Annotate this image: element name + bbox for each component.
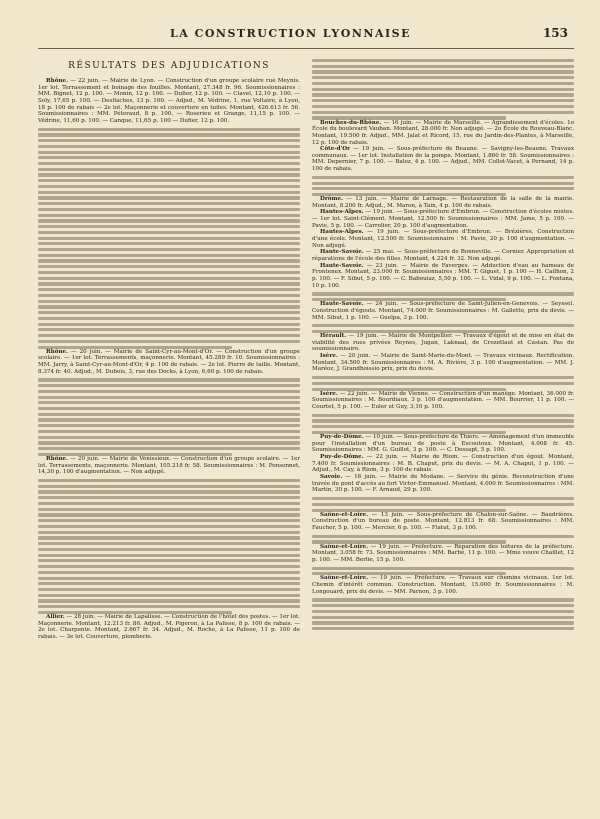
- adjudication-entry: [312, 209, 574, 229]
- continued-text-block: [312, 324, 574, 333]
- entry-text: — 23 juin. — Mairie de Faverges. — Adduction d'eau au hameau de Frontenex. Montant, 23.000 fr. Soumissionnaires : MM. T. Giguet, 1 p. 100 — H. Cailhon, 2 p. 100. — F. Sibut, 5 p. 100. — C. Babouiaz, 5,50 p. 100. — L. Vidal, 9 p. 100. — L. Fontana, 10 p. 100.: [312, 262, 574, 289]
- entry-text: — 16 juin. — Mairie de Modane. — Service du génie. Reconstruction d'une travée du pont d'accès au fort Victor-Emmanuel. Montant, 4.000 fr. Soumissionnaires : MM. Martin, 30 p. 100. — F. Arnaud, 29 p. 100.: [312, 474, 574, 494]
- continued-text-block: [312, 176, 574, 196]
- adjudication-entry: [312, 454, 574, 474]
- entry-place: Haute-Savoie.: [320, 249, 364, 256]
- continued-text-block: [312, 292, 574, 301]
- continued-text-block: [312, 376, 574, 391]
- entry-place: Haute-Savoie.: [320, 262, 364, 269]
- adjudication-entry: [312, 474, 574, 494]
- entry-text: — 20 juin. — Mairie de Vénissieux. — Construction d'un groupe scolaire. — 1er lot. Terrassements, maçonnerie. Montant, 105.218 fr. 58. Soumissionnaires : M. Ponsonnet, 14,30 p. 100 d'augmentation. — Non adjugé.: [38, 456, 300, 476]
- entry-text: — 19 juin. — Sous-préfecture de Beaune. — Savigny-les-Beaune. Travaux communaux. — 1er lot. Installation de la pompe. Montant, 1.860 fr. 58. Soumissionnaires : MM. Depernier, 7 p. 100. — Baloz, 4 p. 100. — Adjud., MM. Collot-Vacet, à Pernand, 14 p. 100 de rabais.: [312, 146, 574, 173]
- adjudication-entry: [38, 78, 300, 125]
- adjudication-entry: [312, 544, 574, 564]
- entry-text: — 19 juin. — Sous-préfecture d'Embrun. — Brézières. Construction d'une école. Montant, 12.500 fr. Soumissionnaire : M. Pavie, 20 p. 100 d'augmentation. — Non adjugé.: [312, 229, 574, 249]
- entry-place: Rhône.: [46, 456, 69, 463]
- entry-place: Haute-Savoie.: [320, 301, 364, 308]
- entry-text: — 24 juin. — Sous-préfecture de Saint-Julien-en-Genevois. — Seyssel. Construction d'égouts. Montant, 74.000 fr. Soumissionnaires : M. Galletto, prix du devis. — MM. Sibut, 1 p. 100. — Guelpa, 3 p. 100.: [312, 301, 574, 321]
- entry-place: Isère.: [320, 353, 338, 360]
- continued-text-block: [312, 414, 574, 434]
- entry-place: Hérault.: [320, 333, 347, 340]
- entry-text: — 19 juin. — Mairie de Montpellier. — Travaux d'égout et de mise en état de viabilité des rues privées Reynes, Jugan, Laknaal, de Crozetlaut et Castan. Pas de soumissionnaire.: [312, 333, 574, 353]
- entry-place: Saône-et-Loire.: [320, 543, 369, 550]
- right-column: [312, 59, 574, 819]
- continued-text-block: [312, 535, 574, 544]
- entry-place: Côte-d'Or: [320, 146, 351, 153]
- adjudication-entry: [312, 575, 574, 595]
- continued-text-block: [312, 598, 574, 630]
- adjudication-entry: [312, 146, 574, 173]
- adjudication-entry: [312, 263, 574, 290]
- entry-place: Drôme.: [320, 196, 343, 203]
- entry-text: — 22 juin. — Mairie de Vienne. — Construction d'un manège. Montant, 36.000 fr. Soumissionnaires : M. Bourdiaux, 3 p. 100 d'augmentation. — MM. Bourrier, 11 p. 100. — Courtet, 5 p. 100. — Euler et Guy, 3,10 p. 100.: [312, 390, 574, 411]
- page-header: [38, 26, 574, 49]
- entry-place: Saône-et-Loire.: [320, 575, 369, 582]
- page-number: 153: [542, 26, 568, 40]
- entry-text: — 28 juin. — Mairie de Lapalisse. — Construction de l'hôtel des postes. — 1er lot. Maçonnerie. Montant, 12.213 fr. 86. Adjud., M. Pigeron, à La Palisse, 8 p. 100 de rabais. — 2e lot. Charpente. Montant, 2.667 fr. 34. Adjud., M. Roche, à La Palisse, 11 p. 100 de rabais. — 3e lot. Couverture, plomberie.: [38, 614, 300, 641]
- entry-place: Isère.: [320, 390, 338, 397]
- entry-place: Puy-de-Dôme.: [320, 434, 364, 441]
- entry-place: Rhône.: [46, 78, 69, 84]
- adjudication-entry: [312, 434, 574, 454]
- continued-text-block: [38, 479, 300, 614]
- entry-place: Rhône.: [46, 348, 69, 355]
- entry-text: — 13 juin. — Mairie de Larnage. — Restauration de la salle de la mairie. Montant, 8.200 fr. Adjud., M. Maron, à Tain, 4 p. 100 de rabais.: [312, 196, 574, 209]
- adjudication-entry: [38, 349, 300, 376]
- adjudication-entry: [312, 333, 574, 353]
- adjudication-entry: [312, 249, 574, 262]
- entry-text: — 22 juin. — Mairie de Lyon. — Construction d'un groupe scolaire rue Meynis. 1er lot. Terrassement et boinage des fouilles. Montant, 27.348 fr. 96. Soumissionnaires : MM. Bignet, 12 p. 100. — Monin, 12 p. 100. — Dufier, 12 p. 100. — Clavel, 12,10 p. 100. — Soly, 17,65 p. 100. — Desflaches, 13 p. 100. — Adjud., M. Védrine, 1, rue Voltaire, à Lyon, 18 p. 100 de rabais — 2e lot. Maçonnerie et couverture en tuiles. Montant, 426.613 fr. 56. Soumissionnaires : MM. Péteraud, 8 p. 100. — Roserieu et Grange, 11,15 p. 100. — Védrine, 11,60 p. 100. — Canque, 11,65 p. 100 — Dufier, 12 p. 100.: [38, 78, 300, 124]
- adjudication-entry: [38, 614, 300, 641]
- section-title: RÉSULTATS DES ADJUDICATIONS: [68, 61, 270, 71]
- running-title: LA CONSTRUCTION LYONNAISE: [169, 27, 411, 40]
- entry-text: — 19 juin. — Préfecture. — Travaux sur chemins vicinaux. 1er lot. Chemin d'intérêt commun. Construction. Montant, 15.000 fr. Soumissionnaires : M. Longouard, prix du devis. — MM. Parnon, 3 p. 100.: [312, 575, 574, 595]
- entry-text: — 22 juin. — Mairie de Riom. — Construction d'un égout. Montant, 7.400 fr. Soumissionnaires : M. B. Chaput, prix du devis. — M. A. Chaput, 1 p. 100. — Adjud., M. Cay, à Riom, 3 p. 100 de rabais.: [312, 454, 574, 474]
- adjudication-entry: [312, 229, 574, 249]
- entry-place: Bouches-du-Rhône.: [320, 119, 382, 126]
- entry-text: — 13 juin. — Sous-préfecture de Chalon-sur-Saône. — Baudrières. Construction d'un bureau de poste. Montant, 12.813 fr. 68. Soumissionnaires : MM. Faucher, 5 p. 100. — Mercier, 6 p. 100. — Flatut, 3 p. 100.: [312, 511, 574, 531]
- entry-text: — 16 juin. — Mairie de Marseille. — Agrandissement d'écoles. 1o École du boulevard Vauban. Montant, 28.000 fr. Non adjugé. — 2o École du Rouveau-Blanc. Montant, 19.500 fr. Adjud., MM. Jalat et Ricord, 15, rue du Jardin-des-Plantes, à Marseille, 12 p. 100 de rabais.: [312, 119, 574, 146]
- adjudication-entry: [312, 301, 574, 321]
- entry-place: Hautes-Alpes.: [320, 229, 364, 236]
- continued-text-block: [312, 497, 574, 512]
- adjudication-entry: [312, 512, 574, 532]
- continued-text-block: [312, 59, 574, 120]
- entry-place: Puy-de-Dôme.: [320, 454, 364, 461]
- entry-place: Hautes-Alpes.: [320, 209, 364, 216]
- continued-text-block: [38, 378, 300, 456]
- entry-text: — 20 juin. — Mairie de Saint-Marie-du-Mont. — Travaux vicinaux. Rectification. Montant, 34.500 fr. Soumissionnaires : M. A. Rivière, 3 p. 100 d'augmentation. — MM. J. Maréoz, J. Grandboissio prix, prix du devis.: [312, 353, 574, 373]
- adjudication-entry: [38, 456, 300, 476]
- entry-text: — 19 juin. — Sous-préfecture d'Embrun. — Construction d'écoles mixtes. — 1er lot. Saint-Clément. Montant, 12.500 fr. Soumissionnaires : MM. Jame, 5 p. 100. — Pavie, 5 p. 100. — Carrelier, 20 p. 100 d'augmentation.: [312, 209, 574, 229]
- left-column: [38, 59, 300, 819]
- entry-text: — 25 mai. — Sous-préfecture de Bonneville. — Cornier. Appropriation et réparations de l'école des filles. Montant, 4.224 fr. 32. Non adjugé.: [312, 249, 574, 263]
- entry-place: Saône-et-Loire.: [320, 511, 369, 518]
- continued-text-block: [38, 128, 300, 349]
- entry-text: — 19 juin. — Préfecture. — Réparation des toitures de la préfecture. Montant, 3.058 fr. 73. Soumissionnaires : MM. Barbé, 11 p. 100. — Mme veuve Chaillet, 12 p. 100. — MM. Berlie, 15 p. 100.: [312, 543, 574, 563]
- entry-text: — 10 juin. — Sous-préfecture de Thiers. — Aménagement d'un immeuble pour l'installation d'un bureau de poste à Escoutoux. Montant, 4.008 fr. 45. Soumissionnaires : MM. G. Guillot, 3 p. 100. — C. Dessapt, 5 p. 100.: [312, 434, 574, 454]
- two-column-body: [38, 59, 574, 819]
- adjudication-entry: [312, 120, 574, 147]
- entry-place: Savoie.: [320, 474, 343, 481]
- entry-place: Allier.: [46, 614, 65, 621]
- adjudication-entry: [312, 196, 574, 209]
- adjudication-entry: [312, 391, 574, 411]
- adjudication-entry: [312, 353, 574, 373]
- entry-text: — 20 juin. — Mairie de Saint-Cyr-au-Mont-d'Or. — Construction d'un groupe scolaire. — 1er lot. Terrassements, maçonnerie. Montant, 45.289 fr. 10. Soumissionnaires : MM. Jarry, à Saint-Cyr-au-Mont-d'Or, 4 p. 100 de rabais. — 2e lot. Pierre de taille. Montant, 8.374 fr. 40. Adjud., M. Dubois, 3, rue des Docks, à Lyon, 6,60 p. 100 de rabais.: [38, 348, 300, 375]
